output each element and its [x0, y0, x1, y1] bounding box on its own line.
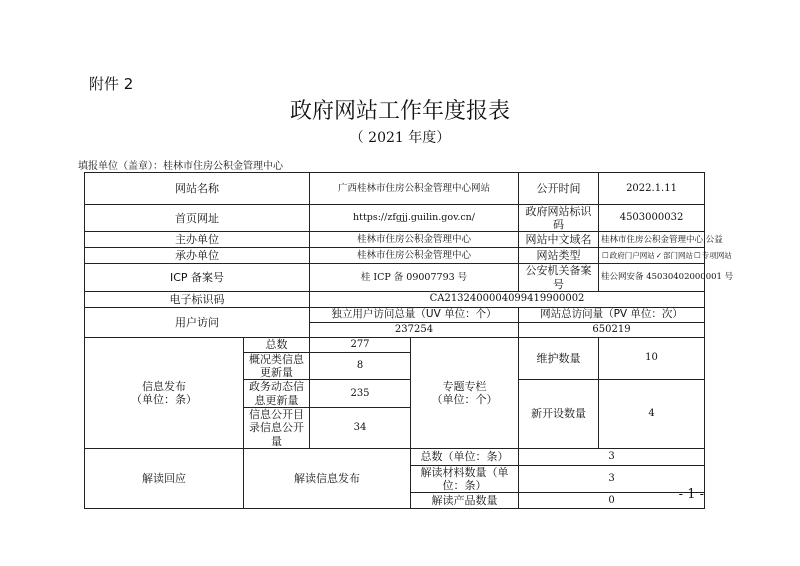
site-type-option: 专项网站 [701, 251, 732, 261]
site-type-options [599, 248, 732, 264]
checkmark-icon: ✓ [655, 251, 663, 261]
site-type-option: 政府门户网站 [609, 251, 655, 261]
interp-total-value: 3 [519, 448, 705, 465]
publish-time-label: 公开时间 [519, 173, 599, 205]
checkbox-icon: ☐ [694, 251, 701, 261]
site-type-option: 部门网站 [663, 251, 694, 261]
uv-label: 独立用户访问总量（UV 单位：个） [310, 307, 519, 322]
interp-total-label: 总数（单位：条） [411, 448, 519, 465]
info-dynamic-value: 235 [310, 380, 411, 408]
filler-unit: 填报单位（盖章）：桂林市住房公积金管理中心 [78, 161, 283, 172]
sponsor-label: 主办单位 [85, 232, 310, 248]
eid-label: 电子标识码 [85, 291, 310, 307]
pv-label: 网站总访问量（PV 单位：次） [519, 307, 705, 322]
organizer-label: 承办单位 [85, 248, 310, 264]
interp-publish-label: 解读信息发布 [244, 448, 411, 508]
table-row [85, 291, 705, 307]
topic-label: 专题专栏 （单位：个） [411, 337, 519, 448]
topic-new-value: 4 [599, 380, 705, 449]
topic-maintain-label: 维护数量 [519, 337, 599, 379]
eid-value: CA2132400004099419900002 [310, 291, 705, 307]
site-name-value: 广西桂林市住房公积金管理中心网站 [310, 173, 519, 205]
homepage-value: https://zfgjj.guilin.gov.cn/ [310, 205, 519, 232]
table-row [85, 448, 705, 465]
sponsor-value: 桂林市住房公积金管理中心 [310, 232, 519, 248]
info-publish-label: 信息发布 （单位：条） [85, 337, 244, 448]
info-overview-value: 8 [310, 352, 411, 379]
page-number: - 1 - [678, 487, 704, 502]
table-row [85, 307, 705, 322]
interp-product-label: 解读产品数量 [411, 493, 519, 509]
organizer-value: 桂林市住房公积金管理中心 [310, 248, 519, 264]
checkbox-icon: ☐ [602, 251, 609, 261]
info-catalog-label: 信息公开目录信息公开量 [244, 408, 310, 449]
cn-domain-label: 网站中文域名 [519, 232, 599, 248]
table-row [85, 173, 705, 205]
icp-label: ICP 备案号 [85, 264, 310, 291]
visits-label: 用户访问 [85, 307, 310, 337]
report-table [84, 172, 734, 509]
pv-value: 650219 [519, 322, 705, 337]
page-title: 政府网站工作年度报表 [289, 99, 510, 124]
table-row [85, 337, 705, 352]
table-row [85, 232, 705, 248]
homepage-label: 首页网址 [85, 205, 310, 232]
info-catalog-value: 34 [310, 408, 411, 449]
table-row [85, 248, 705, 264]
icp-value: 桂 ICP 备 09007793 号 [310, 264, 519, 291]
attachment-label: 附件 2 [89, 75, 134, 93]
report-year: （ 2021 年度） [349, 130, 451, 146]
site-type-label: 网站类型 [519, 248, 599, 264]
interp-material-label: 解读材料数量（单位：条） [411, 465, 519, 492]
site-id-label: 政府网站标识码 [519, 205, 599, 232]
topic-maintain-value: 10 [599, 337, 705, 379]
police-label: 公安机关备案号 [519, 264, 599, 291]
table-row [85, 205, 705, 232]
interp-product-value: 0 [519, 493, 705, 509]
info-overview-label: 概况类信息更新量 [244, 352, 310, 379]
publish-time-value: 2022.1.11 [599, 173, 705, 205]
topic-new-label: 新开设数量 [519, 380, 599, 449]
cn-domain-value: 桂林市住房公积金管理中心.公益 [599, 232, 705, 248]
site-id-value: 4503000032 [599, 205, 705, 232]
table-row [85, 264, 705, 291]
info-dynamic-label: 政务动态信息更新量 [244, 380, 310, 408]
info-total-value: 277 [310, 337, 411, 352]
uv-value: 237254 [310, 322, 519, 337]
interp-label: 解读回应 [85, 448, 244, 508]
interp-material-value: 3 [519, 465, 705, 492]
site-name-label: 网站名称 [85, 173, 310, 205]
info-total-label: 总数 [244, 337, 310, 352]
police-value: 桂公网安备 45030402000001 号 [599, 264, 705, 291]
